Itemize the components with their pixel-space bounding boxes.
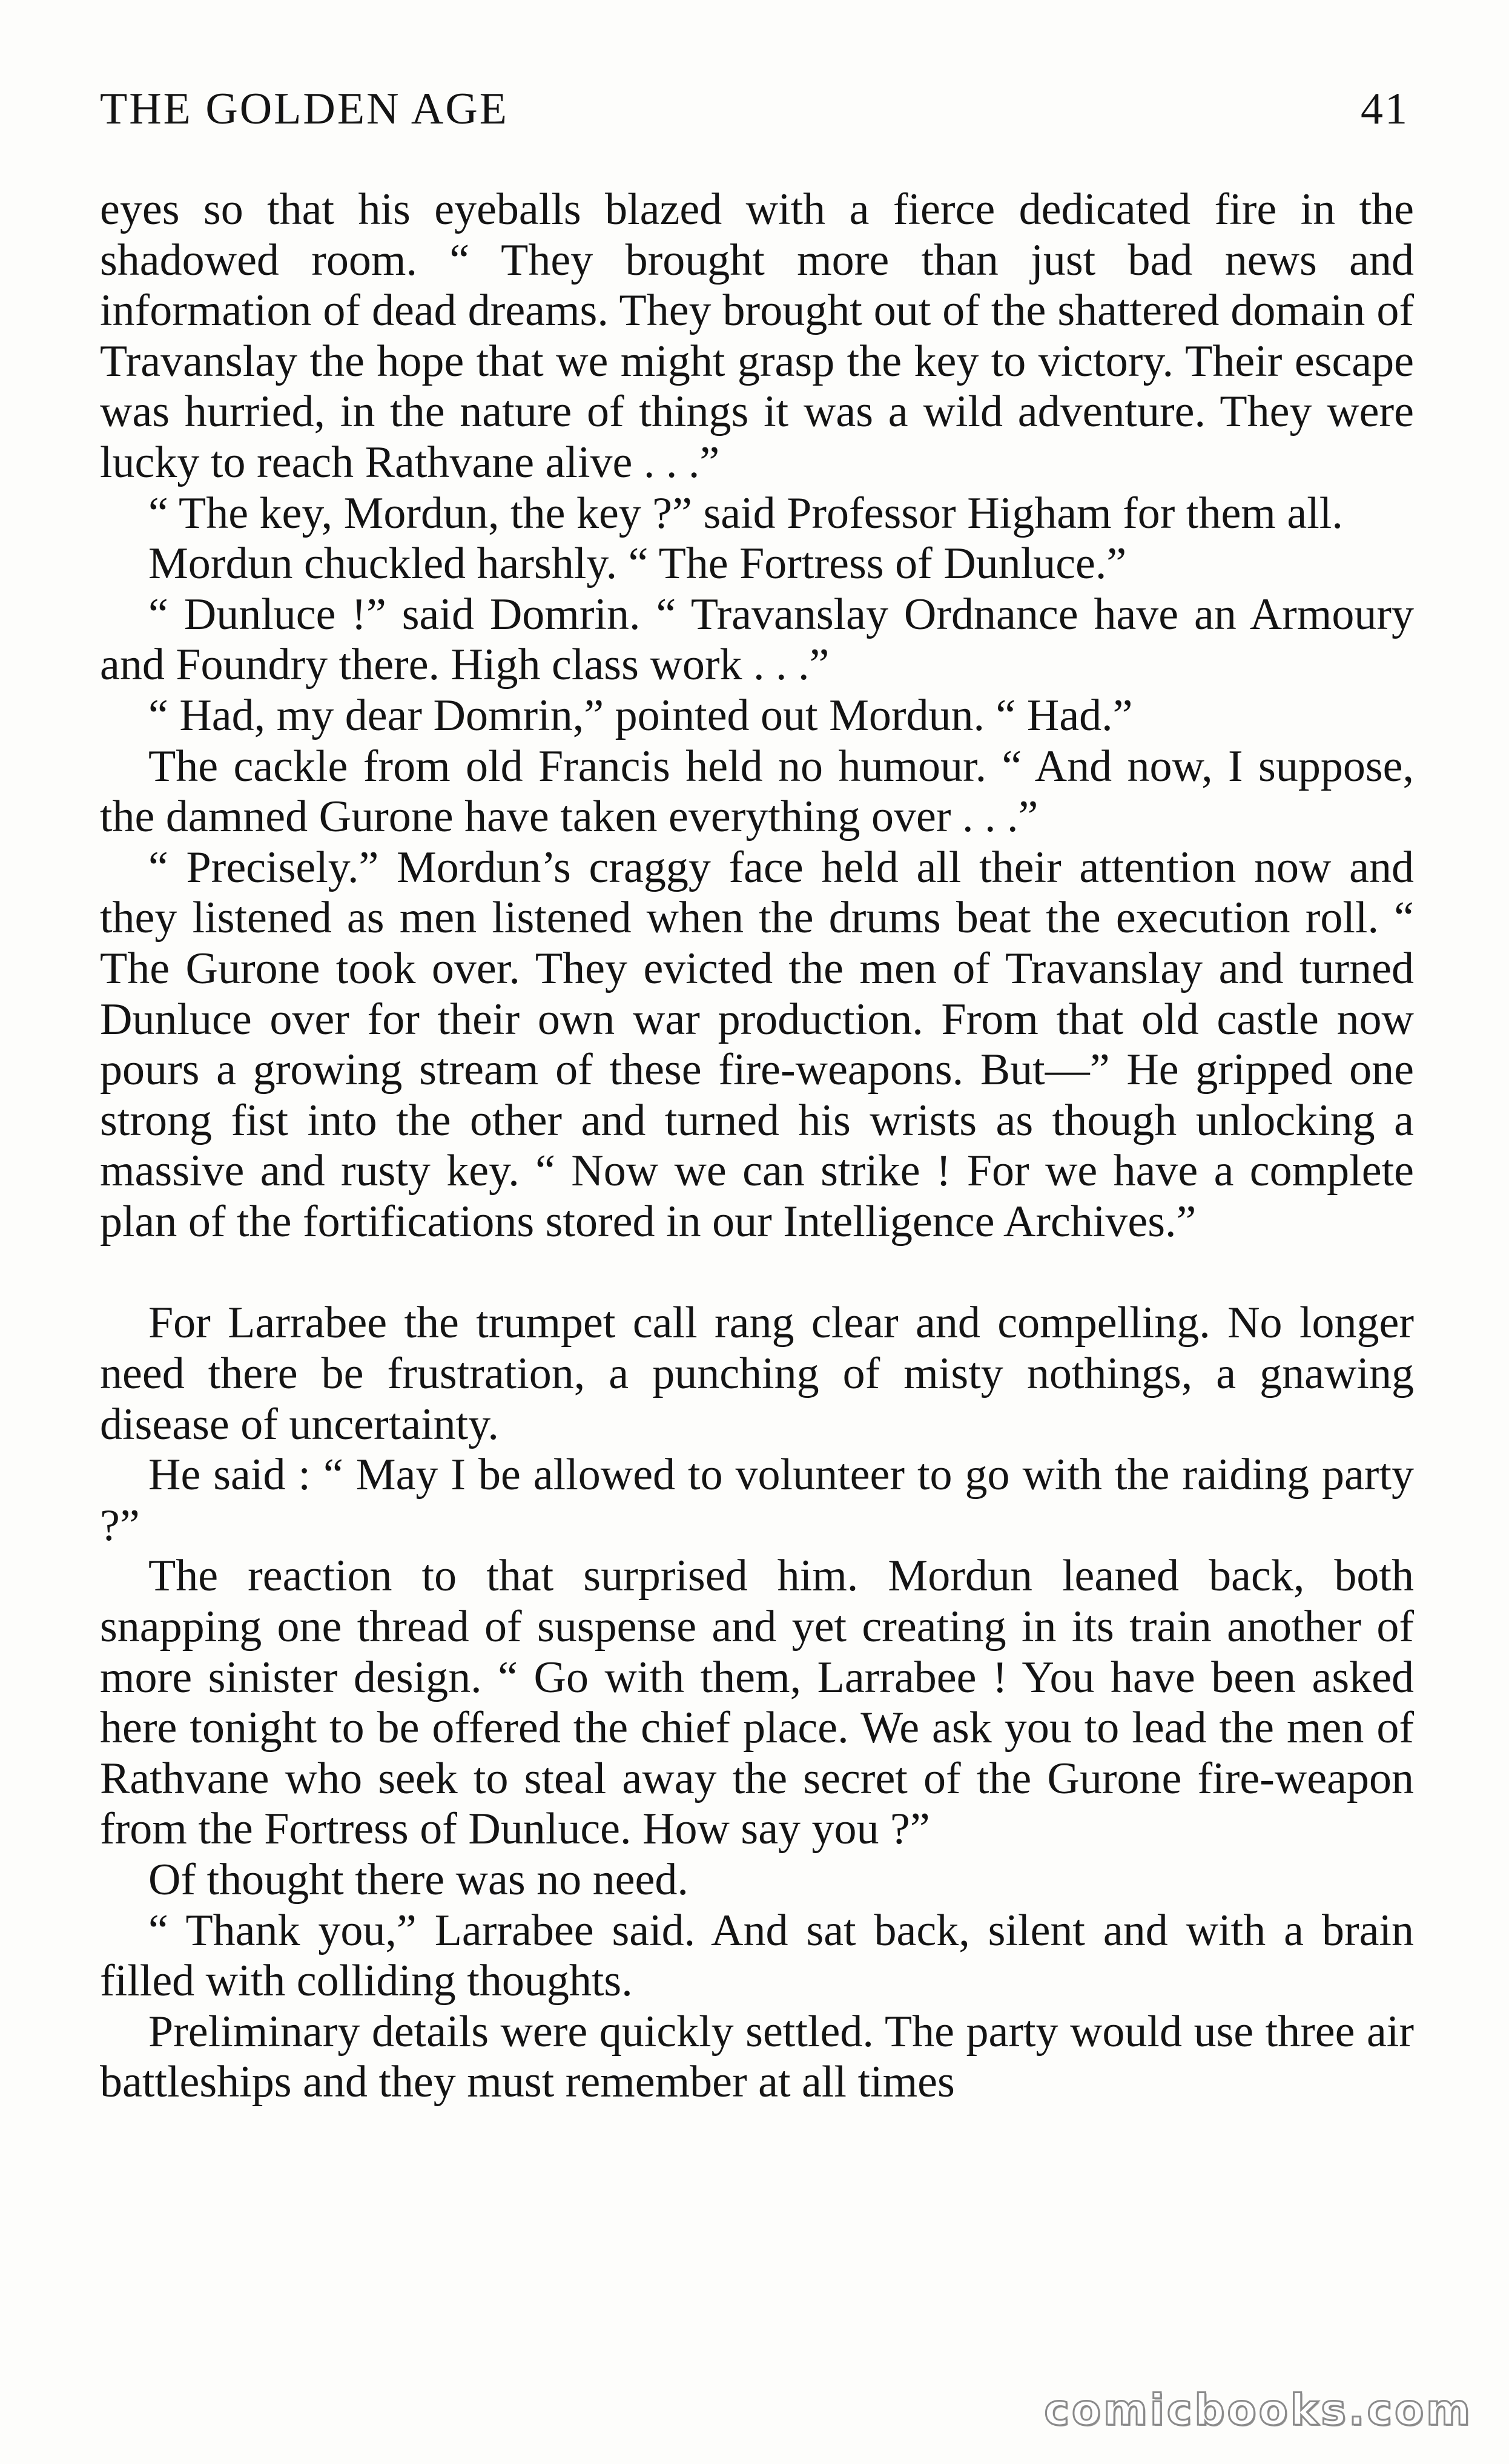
paragraph: “ Precisely.” Mordun’s craggy face held all their attention now and they listened as men listened when the drums beat the execution roll. “ The Gurone took over. They evicted the men of Travanslay and turned Dunluce over for their own war production. From that old castle now pours a growing stream of these fire-weapons. But—” He gripped one strong fist into the other and turned his wrists as though unlocking a massive and rusty key. “ Now we can strike ! For we have a complete plan of the fortifications stored in our Intelligence Archives.” <box>100 842 1414 1247</box>
page-number: 41 <box>1361 84 1409 134</box>
paragraph: Mordun chuckled harshly. “ The Fortress of Dunluce.” <box>148 539 1127 589</box>
paragraph: “ Thank you,” Larrabee said. And sat back, silent and with a brain filled with colliding thoughts. <box>100 1905 1414 2006</box>
paragraph: He said : “ May I be allowed to volunteer to go with the raiding party ?” <box>100 1450 1414 1550</box>
paragraph: Preliminary details were quickly settled. The party would use three air battleships and they must remember at all times <box>100 2006 1414 2107</box>
paragraph: The reaction to that surprised him. Mordun leaned back, both snapping one thread of suspense and yet creating in its train another of more sinister design. “ Go with them, Larrabee ! You have been asked here tonight to be offered the chief place. We ask you to lead the men of Rathvane who seek to steal away the secret of the Gurone fire-weapon from the Fortress of Dunluce. How say you ?” <box>100 1551 1414 1854</box>
running-header <box>100 84 1409 138</box>
running-title: THE GOLDEN AGE <box>100 84 509 134</box>
paragraph: “ Had, my dear Domrin,” pointed out Mordun. “ Had.” <box>148 690 1133 740</box>
paragraph: The cackle from old Francis held no humour. “ And now, I suppose, the damned Gurone have taken everything over . . .” <box>100 741 1414 842</box>
site-watermark: comicbooks.com <box>1044 2385 1473 2435</box>
paragraph: Of thought there was no need. <box>148 1855 688 1905</box>
section-break <box>100 1247 1414 1298</box>
body-text <box>100 185 1414 2108</box>
paragraph: eyes so that his eyeballs blazed with a fierce dedicated fire in the shadowed room. “ They brought more than just bad news and information of dead dreams. They brought out of the shattered domain of Travanslay the hope that we might grasp the key to victory. Their escape was hurried, in the nature of things it was a wild adventure. They were lucky to reach Rathvane alive . . .” <box>100 185 1414 487</box>
paragraph: “ Dunluce !” said Domrin. “ Travanslay Ordnance have an Armoury and Foundry there. High class work . . .” <box>100 589 1414 690</box>
paragraph: For Larrabee the trumpet call rang clear and compelling. No longer need there be frustration, a punching of misty nothings, a gnawing disease of uncertainty. <box>100 1298 1414 1449</box>
paragraph: “ The key, Mordun, the key ?” said Professor Higham for them all. <box>148 488 1343 538</box>
